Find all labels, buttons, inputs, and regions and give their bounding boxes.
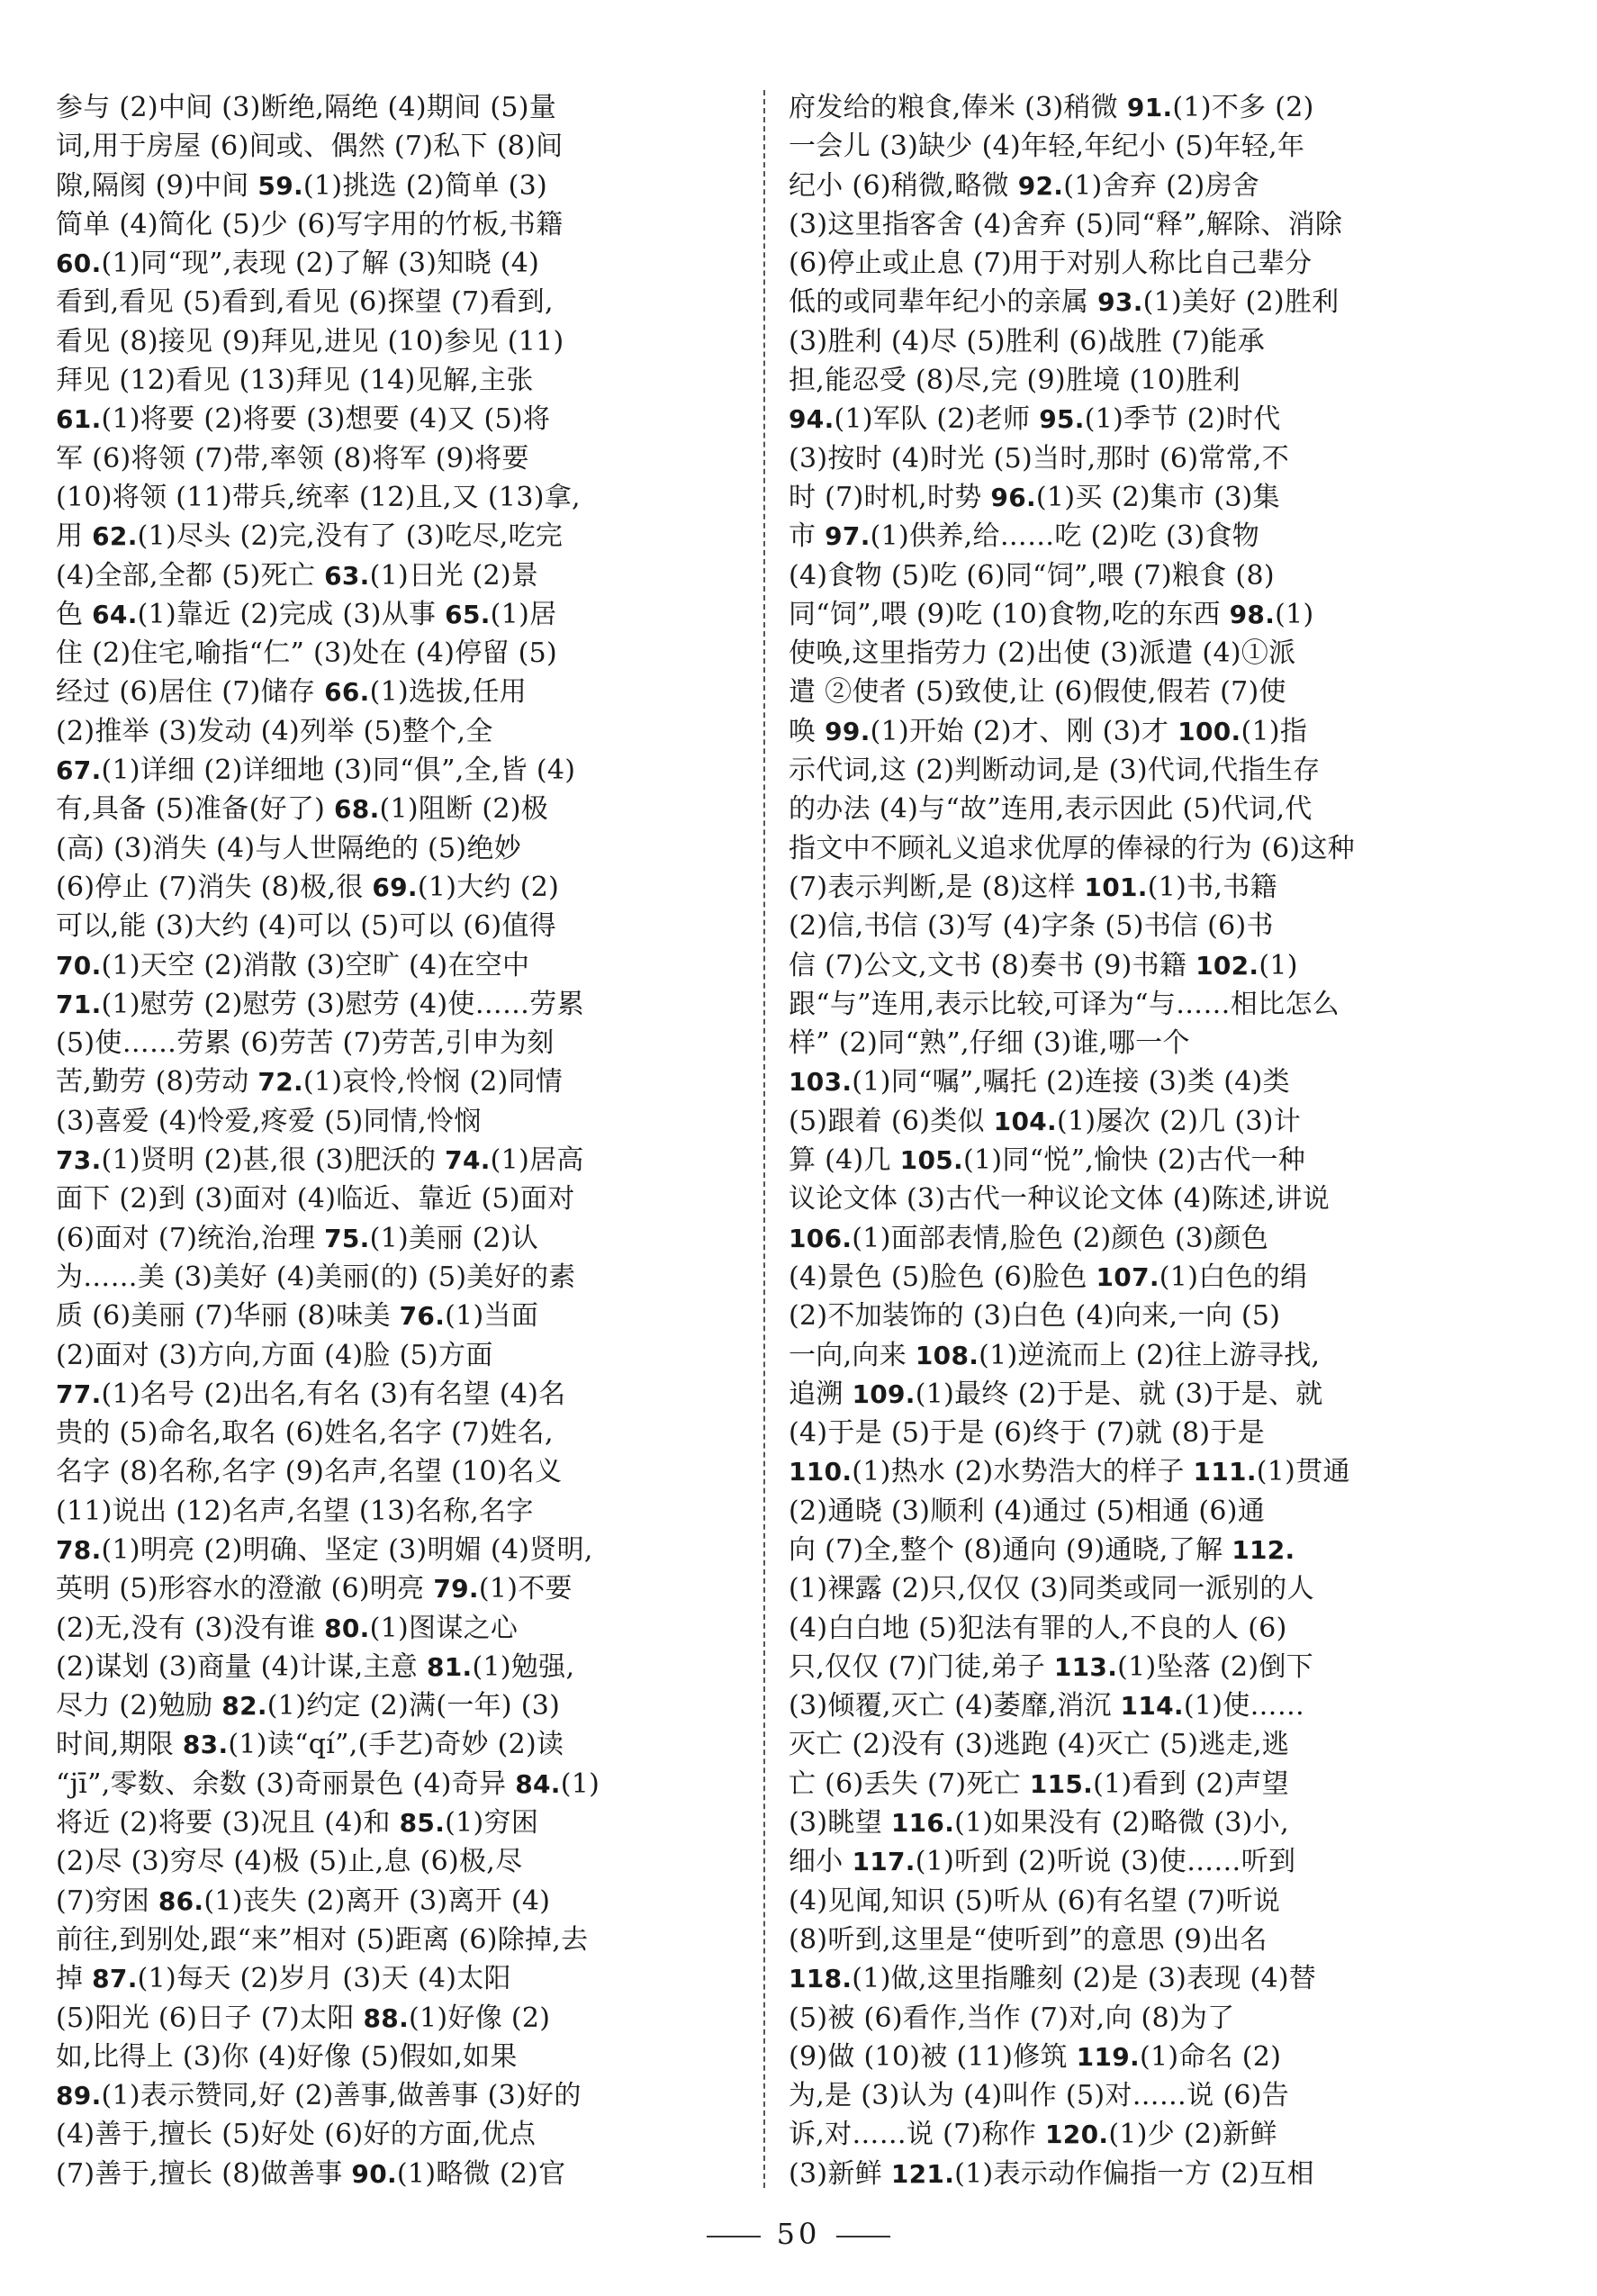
- answer-line: 样” (2)同“熟”,仔细 (3)谁,哪一个: [789, 1027, 1190, 1060]
- page-number: 50: [776, 2217, 821, 2251]
- answer-line: (10)将领 (11)带兵,统率 (12)且,又 (13)拿,: [56, 481, 581, 513]
- entry-number: 86.: [158, 1885, 204, 1916]
- answer-line: 一会儿 (3)缺少 (4)年轻,年纪小 (5)年轻,年: [789, 131, 1305, 163]
- entry-number: 103.: [789, 1067, 853, 1098]
- entry-number: 65.: [445, 599, 491, 629]
- answer-line: 府发给的粮食,俸米 (3)稍微 91.(1)不多 (2): [789, 92, 1314, 123]
- answer-line: 61.(1)将要 (2)将要 (3)想要 (4)又 (5)将: [56, 403, 551, 436]
- entry-number: 102.: [1195, 950, 1259, 981]
- entry-number: 92.: [1017, 170, 1064, 201]
- answer-line: 掉 87.(1)每天 (2)岁月 (3)天 (4)太阳: [56, 1963, 511, 1995]
- answer-line: 使唤,这里指劳力 (2)出使 (3)派遣 (4)①派: [789, 637, 1296, 670]
- answer-line: 同“饲”,喂 (9)吃 (10)食物,吃的东西 98.(1): [789, 598, 1314, 630]
- answer-line: 算 (4)几 105.(1)同“悦”,愉快 (2)古代一种: [789, 1144, 1306, 1177]
- answer-line: (1)裸露 (2)只,仅仅 (3)同类或同一派别的人: [789, 1573, 1314, 1605]
- entry-number: 97.: [825, 521, 871, 552]
- answer-line: (8)听到,这里是“使听到”的意思 (9)出名: [789, 1923, 1268, 1956]
- answer-line: (3)按时 (4)时光 (5)当时,那时 (6)常常,不: [789, 442, 1290, 475]
- answer-line: (7)表示判断,是 (8)这样 101.(1)书,书籍: [789, 871, 1277, 903]
- entry-number: 119.: [1076, 2041, 1140, 2072]
- answer-line: 为……美 (3)美好 (4)美丽(的) (5)美好的素: [56, 1261, 576, 1293]
- answer-line: (6)停止或止息 (7)用于对别人称比自己辈分: [789, 248, 1313, 280]
- answer-line: 低的或同辈年纪小的亲属 93.(1)美好 (2)胜利: [789, 286, 1340, 319]
- entry-number: 116.: [890, 1808, 955, 1839]
- entry-number: 115.: [1029, 1768, 1094, 1799]
- answer-line: (7)善于,擅长 (8)做善事 90.(1)略微 (2)官: [56, 2157, 566, 2190]
- entry-number: 79.: [433, 1574, 479, 1604]
- left-column: [56, 88, 760, 2193]
- entry-number: 94.: [789, 404, 835, 435]
- answer-line: 时 (7)时机,时势 96.(1)买 (2)集市 (3)集: [789, 481, 1280, 513]
- entry-number: 90.: [351, 2158, 397, 2189]
- entry-number: 69.: [372, 872, 418, 902]
- answer-line: 73.(1)贤明 (2)甚,很 (3)肥沃的 74.(1)居高: [56, 1144, 584, 1177]
- answer-line: 苦,勤劳 (8)劳动 72.(1)哀怜,怜悯 (2)同情: [56, 1066, 564, 1098]
- answer-line: (3)眺望 116.(1)如果没有 (2)略微 (3)小,: [789, 1807, 1289, 1840]
- answer-line: 亡 (6)丢失 (7)死亡 115.(1)看到 (2)声望: [789, 1767, 1289, 1800]
- answer-line: 词,用于房屋 (6)间或、偶然 (7)私下 (8)间: [56, 131, 564, 163]
- answer-line: 106.(1)面部表情,脸色 (2)颜色 (3)颜色: [789, 1222, 1268, 1254]
- entry-number: 72.: [257, 1067, 303, 1098]
- answer-line: (5)被 (6)看作,当作 (7)对,向 (8)为了: [789, 2002, 1235, 2034]
- entry-number: 110.: [789, 1457, 853, 1487]
- answer-line: 纪小 (6)稍微,略微 92.(1)舍弃 (2)房舍: [789, 169, 1260, 202]
- answer-line: 拜见 (12)看见 (13)拜见 (14)见解,主张: [56, 365, 534, 397]
- answer-line: 追溯 109.(1)最终 (2)于是、就 (3)于是、就: [789, 1378, 1323, 1410]
- answer-line: 遣 ②使者 (5)致使,让 (6)假使,假若 (7)使: [789, 676, 1286, 709]
- answer-line: 担,能忍受 (8)尽,完 (9)胜境 (10)胜利: [789, 365, 1241, 397]
- footer-dash-right: [836, 2236, 890, 2237]
- answer-line: (2)推举 (3)发动 (4)列举 (5)整个,全: [56, 715, 493, 747]
- answer-line: 看到,看见 (5)看到,看见 (6)探望 (7)看到,: [56, 286, 554, 319]
- entry-number: 100.: [1177, 716, 1241, 746]
- answer-line: (9)做 (10)被 (11)修筑 119.(1)命名 (2): [789, 2040, 1282, 2073]
- answer-line: 只,仅仅 (7)门徒,弟子 113.(1)坠落 (2)倒下: [789, 1650, 1313, 1683]
- answer-line: (2)无,没有 (3)没有谁 80.(1)图谋之心: [56, 1612, 519, 1644]
- entry-number: 80.: [324, 1613, 370, 1643]
- answer-line: 面下 (2)到 (3)面对 (4)临近、靠近 (5)面对: [56, 1183, 575, 1216]
- entry-number: 91.: [1126, 93, 1173, 122]
- answer-line: 向 (7)全,整个 (8)通向 (9)通晓,了解 112.: [789, 1533, 1295, 1566]
- answer-line: 唤 99.(1)开始 (2)才、刚 (3)才 100.(1)指: [789, 715, 1308, 747]
- answer-line: 经过 (6)居住 (7)储存 66.(1)选拔,任用: [56, 676, 528, 709]
- entry-number: 118.: [789, 1964, 853, 1994]
- answer-line: (5)使……劳累 (6)劳苦 (7)劳苦,引申为刻: [56, 1027, 555, 1060]
- answer-line: (3)胜利 (4)尽 (5)胜利 (6)战胜 (7)能承: [789, 325, 1266, 357]
- answer-line: (2)信,书信 (3)写 (4)字条 (5)书信 (6)书: [789, 910, 1274, 943]
- answer-line: 118.(1)做,这里指雕刻 (2)是 (3)表现 (4)替: [789, 1963, 1317, 1995]
- answer-line: (7)穷困 86.(1)丧失 (2)离开 (3)离开 (4): [56, 1885, 551, 1917]
- entry-number: 82.: [221, 1691, 267, 1722]
- answer-line: 灭亡 (2)没有 (3)逃跑 (4)灭亡 (5)逃走,逃: [789, 1729, 1290, 1761]
- answer-line: 尽力 (2)勉励 82.(1)约定 (2)满(一年) (3): [56, 1690, 561, 1722]
- entry-number: 114.: [1120, 1691, 1184, 1722]
- answer-line: 诉,对……说 (7)称作 120.(1)少 (2)新鲜: [789, 2119, 1277, 2151]
- entry-number: 83.: [182, 1730, 229, 1760]
- answer-line: (3)新鲜 121.(1)表示动作偏指一方 (2)互相: [789, 2157, 1314, 2190]
- answer-line: (11)说出 (12)名声,名望 (13)名称,名字: [56, 1495, 534, 1527]
- entry-number: 99.: [825, 716, 871, 746]
- page-footer: [0, 2217, 1597, 2251]
- entry-number: 70.: [56, 950, 102, 981]
- answer-line: 89.(1)表示赞同,好 (2)善事,做善事 (3)好的: [56, 2080, 582, 2112]
- answer-line: (5)阳光 (6)日子 (7)太阳 88.(1)好像 (2): [56, 2002, 551, 2034]
- entry-number: 96.: [990, 482, 1036, 512]
- answer-line: 60.(1)同“现”,表现 (2)了解 (3)知晓 (4): [56, 248, 540, 280]
- entry-number: 106.: [789, 1223, 853, 1253]
- entry-number: 104.: [993, 1106, 1057, 1136]
- entry-number: 120.: [1045, 2120, 1109, 2150]
- answer-line: 78.(1)明亮 (2)明确、坚定 (3)明媚 (4)贤明,: [56, 1533, 593, 1566]
- answer-line: (2)不加装饰的 (3)白色 (4)向来,一向 (5): [789, 1300, 1281, 1333]
- answer-line: (3)倾覆,灭亡 (4)萎靡,消沉 114.(1)使……: [789, 1690, 1305, 1722]
- answer-line: (4)善于,擅长 (5)好处 (6)好的方面,优点: [56, 2119, 537, 2151]
- answer-line: 质 (6)美丽 (7)华丽 (8)味美 76.(1)当面: [56, 1300, 539, 1333]
- answer-line: (4)白白地 (5)犯法有罪的人,不良的人 (6): [789, 1612, 1287, 1644]
- answer-line: 信 (7)公文,文书 (8)奏书 (9)书籍 102.(1): [789, 949, 1298, 981]
- entry-number: 105.: [899, 1145, 963, 1176]
- answer-line: (4)见闻,知识 (5)听从 (6)有名望 (7)听说: [789, 1885, 1281, 1917]
- answer-line: 如,比得上 (3)你 (4)好像 (5)假如,如果: [56, 2040, 518, 2073]
- answer-line: (6)停止 (7)消失 (8)极,很 69.(1)大约 (2): [56, 871, 560, 903]
- column-divider: [763, 90, 765, 2188]
- entry-number: 98.: [1229, 599, 1276, 629]
- answer-line: (高) (3)消失 (4)与人世隔绝的 (5)绝妙: [56, 832, 522, 864]
- answer-line: 有,具备 (5)准备(好了) 68.(1)阻断 (2)极: [56, 793, 549, 826]
- answer-line: (5)跟着 (6)类似 104.(1)屡次 (2)几 (3)计: [789, 1105, 1302, 1137]
- answer-line: (4)于是 (5)于是 (6)终于 (7)就 (8)于是: [789, 1417, 1266, 1450]
- answer-line: 跟“与”连用,表示比较,可译为“与……相比怎么: [789, 988, 1340, 1020]
- footer-dash-left: [707, 2236, 761, 2237]
- entry-number: 109.: [852, 1379, 916, 1409]
- answer-line: (2)尽 (3)穷尽 (4)极 (5)止,息 (6)极,尽: [56, 1846, 523, 1878]
- entry-number: 64.: [92, 599, 138, 629]
- answer-line: (2)通晓 (3)顺利 (4)通过 (5)相通 (6)通: [789, 1495, 1266, 1527]
- answer-line: 贵的 (5)命名,取名 (6)姓名,名字 (7)姓名,: [56, 1417, 554, 1450]
- answer-line: 时间,期限 83.(1)读“qí”,(手艺)奇妙 (2)读: [56, 1729, 564, 1761]
- entry-number: 59.: [257, 170, 303, 201]
- answer-line: 色 64.(1)靠近 (2)完成 (3)从事 65.(1)居: [56, 598, 557, 630]
- answer-line: (2)面对 (3)方向,方面 (4)脸 (5)方面: [56, 1339, 493, 1371]
- answer-line: (4)食物 (5)吃 (6)同“饲”,喂 (7)粮食 (8): [789, 559, 1275, 592]
- entry-number: 62.: [92, 521, 138, 552]
- answer-line: 103.(1)同“嘱”,嘱托 (2)连接 (3)类 (4)类: [789, 1066, 1290, 1098]
- answer-line: 一向,向来 108.(1)逆流而上 (2)往上游寻找,: [789, 1339, 1321, 1371]
- answer-line: (4)景色 (5)脸色 (6)脸色 107.(1)白色的绢: [789, 1261, 1308, 1293]
- entry-number: 95.: [1039, 404, 1085, 435]
- entry-number: 87.: [92, 1964, 138, 1994]
- entry-number: 112.: [1232, 1534, 1295, 1565]
- answer-line: 示代词,这 (2)判断动词,是 (3)代词,代指生存: [789, 755, 1321, 787]
- answer-line: 110.(1)热水 (2)水势浩大的样子 111.(1)贯通: [789, 1456, 1350, 1488]
- entry-number: 84.: [515, 1768, 561, 1799]
- entry-number: 113.: [1053, 1651, 1118, 1682]
- answer-line: 议论文体 (3)古代一种议论文体 (4)陈述,讲说: [789, 1183, 1331, 1216]
- answer-line: 71.(1)慰劳 (2)慰劳 (3)慰劳 (4)使……劳累: [56, 988, 584, 1020]
- entry-number: 89.: [56, 2081, 102, 2111]
- entry-number: 67.: [56, 755, 102, 786]
- answer-line: 住 (2)住宅,喻指“仁” (3)处在 (4)停留 (5): [56, 637, 558, 670]
- entry-number: 76.: [399, 1301, 446, 1332]
- entry-number: 88.: [363, 2002, 410, 2033]
- answer-line: 94.(1)军队 (2)老师 95.(1)季节 (2)时代: [789, 403, 1281, 436]
- entry-number: 63.: [324, 560, 370, 591]
- entry-number: 60.: [56, 249, 102, 279]
- entry-number: 73.: [56, 1145, 102, 1176]
- answer-line: 可以,能 (3)大约 (4)可以 (5)可以 (6)值得: [56, 910, 557, 943]
- entry-number: 93.: [1097, 287, 1143, 318]
- entry-number: 117.: [852, 1847, 916, 1877]
- answer-line: 的办法 (4)与“故”连用,表示因此 (5)代词,代: [789, 793, 1313, 826]
- answer-line: (4)全部,全都 (5)死亡 63.(1)日光 (2)景: [56, 559, 539, 592]
- answer-line: 军 (6)将领 (7)带,率领 (8)将军 (9)将要: [56, 442, 529, 475]
- entry-number: 68.: [334, 794, 380, 825]
- answer-line: 隙,隔阂 (9)中间 59.(1)挑选 (2)简单 (3): [56, 169, 547, 202]
- answer-line: 细小 117.(1)听到 (2)听说 (3)使……听到: [789, 1846, 1296, 1878]
- answer-line: 为,是 (3)认为 (4)叫作 (5)对……说 (6)告: [789, 2080, 1290, 2112]
- answer-line: 市 97.(1)供养,给……吃 (2)吃 (3)食物: [789, 520, 1260, 553]
- entry-number: 121.: [890, 2158, 955, 2189]
- answer-line: 用 62.(1)尽头 (2)完,没有了 (3)吃尽,吃完: [56, 520, 564, 553]
- answer-line: 将近 (2)将要 (3)况且 (4)和 85.(1)穷困: [56, 1807, 539, 1840]
- entry-number: 107.: [1096, 1261, 1159, 1292]
- answer-line: 77.(1)名号 (2)出名,有名 (3)有名望 (4)名: [56, 1378, 566, 1410]
- entry-number: 61.: [56, 404, 102, 435]
- entry-number: 101.: [1084, 872, 1148, 902]
- answer-line: “jī”,零数、余数 (3)奇丽景色 (4)奇异 84.(1): [56, 1767, 600, 1800]
- entry-number: 108.: [915, 1340, 979, 1370]
- answer-line: 70.(1)天空 (2)消散 (3)空旷 (4)在空中: [56, 949, 530, 981]
- answer-line: 前往,到别处,跟“来”相对 (5)距离 (6)除掉,去: [56, 1923, 589, 1956]
- entry-number: 71.: [56, 989, 102, 1019]
- answer-line: 67.(1)详细 (2)详细地 (3)同“俱”,全,皆 (4): [56, 755, 576, 787]
- right-column: [789, 88, 1493, 2193]
- answer-line: (6)面对 (7)统治,治理 75.(1)美丽 (2)认: [56, 1222, 539, 1254]
- answer-line: (3)喜爱 (4)怜爱,疼爱 (5)同情,怜悯: [56, 1105, 482, 1137]
- entry-number: 77.: [56, 1379, 102, 1409]
- answer-line: (3)这里指客舍 (4)舍弃 (5)同“释”,解除、消除: [789, 208, 1343, 240]
- entry-number: 81.: [426, 1651, 473, 1682]
- entry-number: 66.: [324, 677, 370, 708]
- answer-line: 英明 (5)形容水的澄澈 (6)明亮 79.(1)不要: [56, 1573, 573, 1605]
- answer-line: (2)谋划 (3)商量 (4)计谋,主意 81.(1)勉强,: [56, 1650, 575, 1683]
- entry-number: 78.: [56, 1534, 102, 1565]
- entry-number: 74.: [445, 1145, 491, 1176]
- answer-line: 看见 (8)接见 (9)拜见,进见 (10)参见 (11): [56, 325, 564, 357]
- answer-line: 参与 (2)中间 (3)断绝,隔绝 (4)期间 (5)量: [56, 92, 557, 123]
- entry-number: 75.: [324, 1223, 370, 1253]
- answer-line: 指文中不顾礼义追求优厚的俸禄的行为 (6)这种: [789, 832, 1355, 864]
- entry-number: 111.: [1193, 1457, 1257, 1487]
- entry-number: 85.: [399, 1808, 446, 1839]
- answer-line: 名字 (8)名称,名字 (9)名声,名望 (10)名义: [56, 1456, 563, 1488]
- answer-line: 简单 (4)简化 (5)少 (6)写字用的竹板,书籍: [56, 208, 564, 240]
